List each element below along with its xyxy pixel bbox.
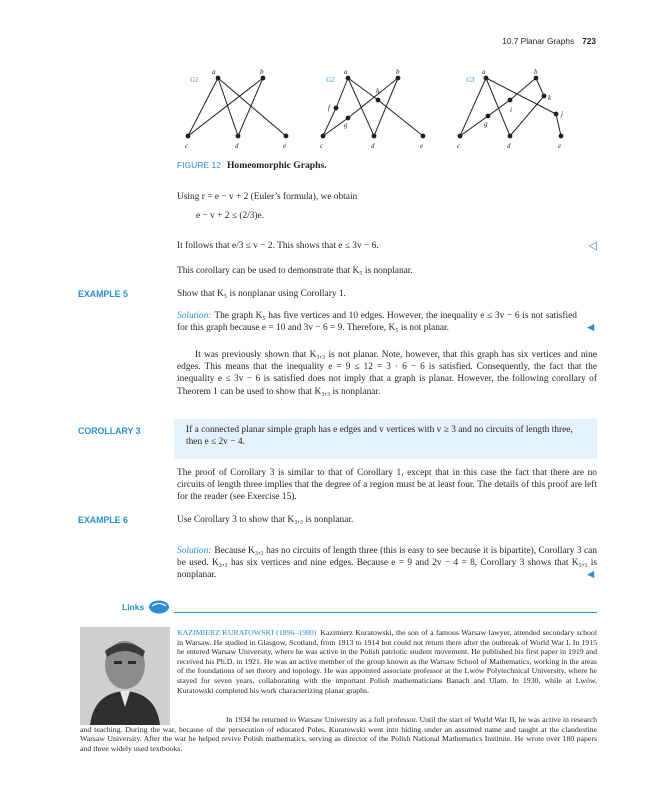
vertex-label: f [328,104,330,112]
end-marker: ◀ [587,323,595,333]
vertex-label: j [561,110,563,118]
vertex-label: b [260,68,264,76]
vertex-label: e [558,142,562,150]
running-header [502,36,596,46]
paragraph: Using r = e − v + 2 (Euler’s formula), we obtain [177,192,358,202]
links-label: Links [122,602,145,612]
g1-label: G1 [190,76,199,84]
example-6-label: EXAMPLE 6 [78,515,128,525]
hollow-end-marker: ◁ [588,240,597,252]
section-title: 10.7 Planar Graphs [502,36,575,46]
vertex-label: k [548,94,552,102]
vertex-label: a [482,68,486,76]
vertex-label: a [212,68,216,76]
example-5-statement: Show that K₅ is nonplanar using Corollary 1. [177,289,346,299]
example-6-statement: Use Corollary 3 to show that K₃,₃ is nonplanar. [177,515,354,525]
paragraph: It was previously shown that K₃,₃ is not planar. Note, however, that this graph has six vertices and nine edges. This means that the inequality e = 9 ≤ 12 = 3 · 6 − 6 is satisfied. Consequently, the fact that the inequality e ≤ 3v − 6 is satisfied does not imply that a graph is planar. However, the following corollary of Theorem 1 can be used to show that K₃,₃ is nonplanar. [177,350,597,397]
vertex-label: c [320,142,324,150]
vertex-label: d [371,142,375,150]
vertex-label: e [283,142,287,150]
solution-label: Solution: [177,311,212,321]
vertex-label: b [396,68,400,76]
example-6-solution: Solution: Because K₃,₃ has no circuits of length three (this is easy to see because it is bipartite), Corollary 3 can be used. K₃,₃ has six vertices and nine edges. Because e = 9 and 2v − 4 = 8, Corollary 3 shows that K₃,₃ is nonplanar. [177,546,597,581]
paragraph: It follows that e/3 ≤ v − 2. This shows that e ≤ 3v − 6. ◁ [177,240,597,252]
vertex-label: b [534,68,538,76]
paragraph: This corollary can be used to demonstrate that K₅ is nonplanar. [177,266,413,276]
figure-title: Homeomorphic Graphs. [226,160,327,171]
bio-name: KAZIMIERZ KURATOWSKI (1896–1980) [177,628,317,637]
solution-label: Solution: [177,546,212,556]
vertex-label: a [344,68,348,76]
bio-paragraph-1: KAZIMIERZ KURATOWSKI (1896–1980) Kazimierz Kuratowski, the son of a famous Warsaw lawyer, attended secondary school in Warsaw. He studied in Glasgow, Scotland, from 1913 to 1914 but could not return there after the outbreak of World War I. In 1915 he entered Warsaw University, where he was active in the Polish patriotic student movement. He published his first paper in 1919 and received his Ph.D. in 1921. He was an active member of the group known as the Warsaw School of Mathematics, working in the areas of the foundations of set theory and topology. He was appointed associate professor at the Lwów Polytechnical University, where he stayed for seven years, collaborating with the important Polish mathematicians Banach and Ulam. In 1930, while at Lwów, Kuratowski completed his work characterizing planar graphs. [177,628,597,695]
g3-label: G3 [466,76,475,84]
vertex-label: h [376,87,380,95]
end-marker: ◀ [587,570,595,580]
g2-label: G2 [326,76,335,84]
vertex-label: e [420,142,424,150]
homeomorphic-graphs-figure [168,66,588,156]
links-badge[interactable] [122,598,171,614]
equation: e − v + 2 ≤ (2/3)e. [196,211,265,221]
corollary-3-statement: If a connected planar simple graph has e edges and v vertices with v ≥ 3 and no circuits of length three, then e ≤ 2v − 4. [186,425,573,448]
corollary-3-label: COROLLARY 3 [78,426,141,436]
vertex-label: c [185,142,189,150]
vertex-label: g [484,120,488,128]
figure-caption [177,160,327,171]
figure-number: FIGURE 12 [177,160,221,170]
portrait-photo [80,627,170,725]
vertex-label: c [457,142,461,150]
bio-rule [174,612,597,613]
vertex-label: d [235,142,239,150]
vertex-label: d [507,142,511,150]
mouse-icon [147,598,171,614]
page-number: 723 [582,36,596,46]
example-5-solution: Solution: The graph K₅ has five vertices and 10 edges. However, the inequality e ≤ 3v − 6 is not satisfied for this graph because e = 10 and 3v − 6 = 9. Therefore, K₅ is not planar. [177,311,577,334]
example-5-label: EXAMPLE 5 [78,289,128,299]
paragraph: The proof of Corollary 3 is similar to that of Corollary 1, except that in this case the fact that there are no circuits of length three implies that the degree of a region must be at least four. The details of this proof are left for the reader (see Exercise 15). [177,468,597,503]
bio-paragraph-2: In 1934 he returned to Warsaw University as a full professor. Until the start of World War II, he was active in research and teaching. During the war, because of the persecution of educated Poles, Kuratowski went into hiding under an assumed name and taught at the clandestine Warsaw University. After the war he helped revive Polish mathematics, serving as director of the Polish National Mathematics Institute. He wrote over 180 papers and three widely used textbooks. [80,715,597,753]
vertex-label: i [510,106,512,114]
vertex-label: g [344,121,348,129]
